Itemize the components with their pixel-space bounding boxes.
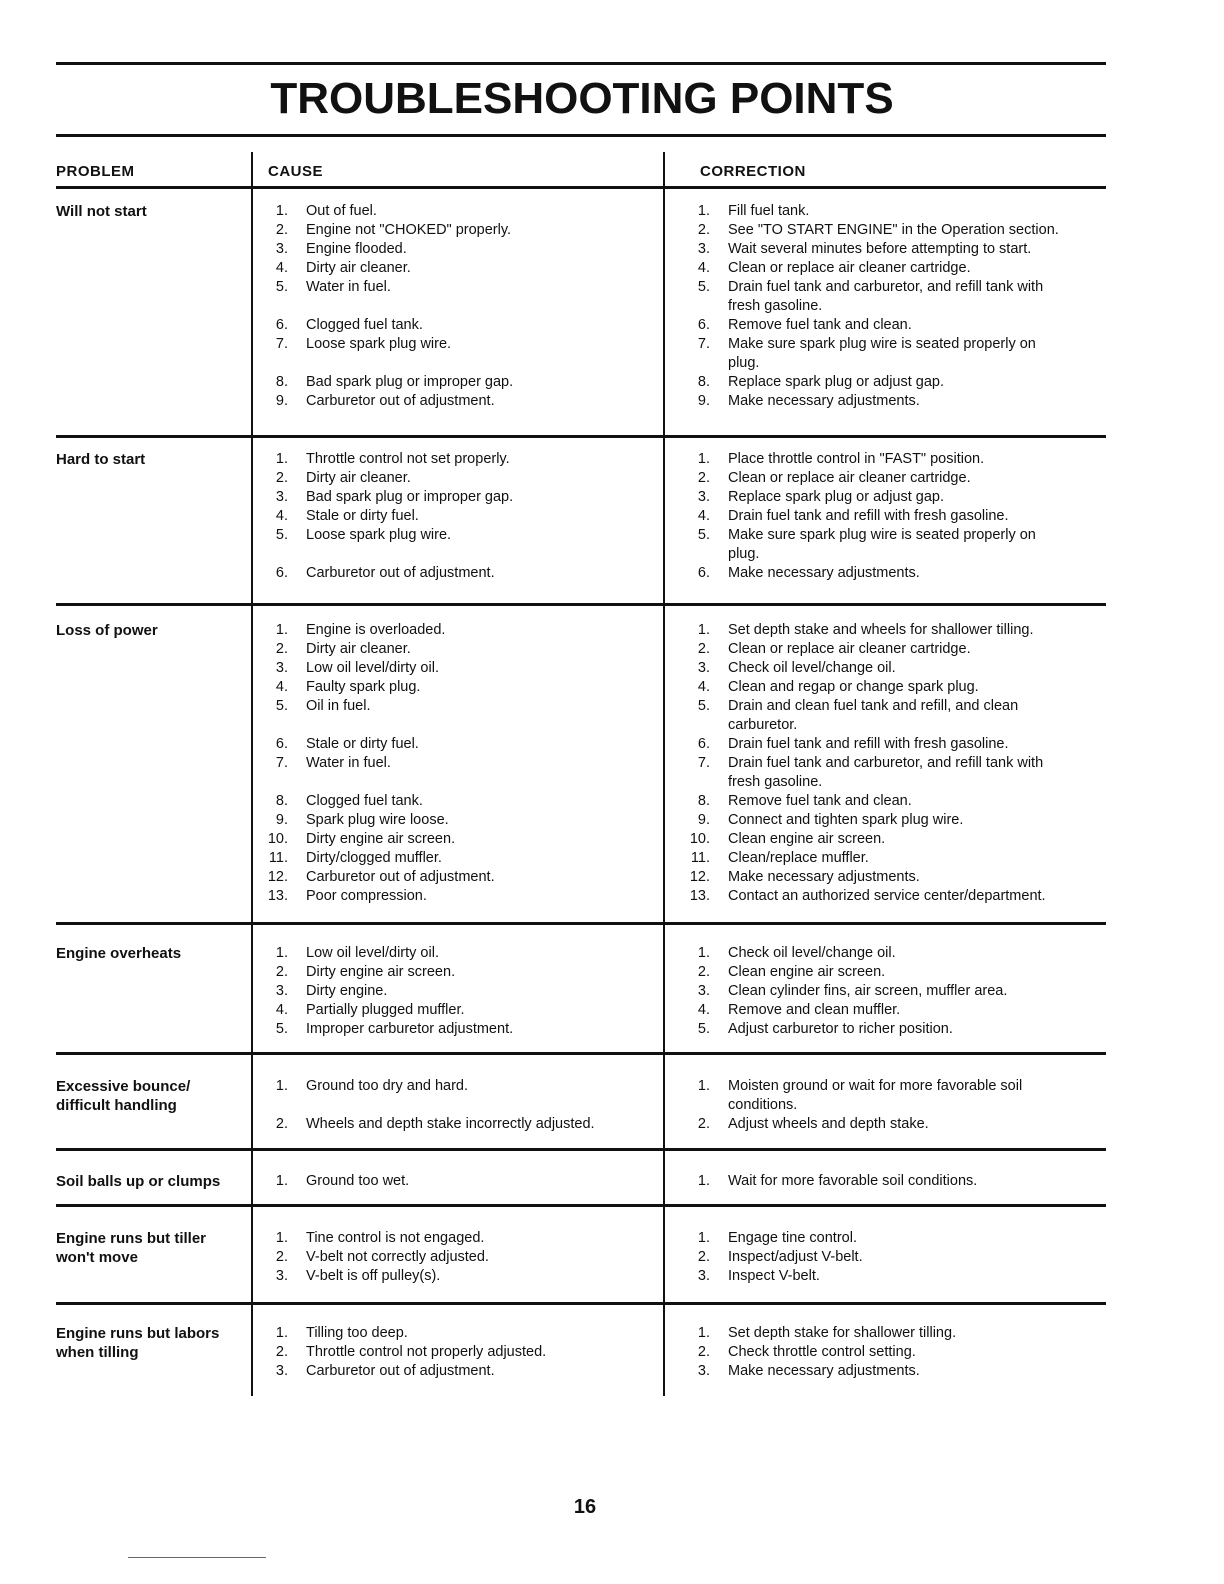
cause-text: Throttle control not properly adjusted. <box>306 1344 547 1360</box>
cause-text: Dirty/clogged muffler. <box>306 850 442 866</box>
correction-text: Clean engine air screen. <box>728 831 886 847</box>
correction-text: conditions. <box>728 1097 798 1113</box>
correction-text: Place throttle control in "FAST" position. <box>728 451 985 467</box>
correction-item <box>0 1172 1224 1191</box>
cause-number: 2. <box>275 470 288 486</box>
problem-label: Soil balls up or clumps <box>56 1173 221 1190</box>
problem-label: Engine runs but labors when tilling <box>56 1325 220 1361</box>
correction-item <box>0 1001 1224 1020</box>
problem-label: Engine overheats <box>56 945 182 962</box>
correction-text: Set depth stake for shallower tilling. <box>728 1325 957 1341</box>
correction-number: 6. <box>697 565 710 581</box>
correction-number: 3. <box>697 241 710 257</box>
correction-text: Clean or replace air cleaner cartridge. <box>728 260 971 276</box>
cause-text: Carburetor out of adjustment. <box>306 1363 495 1379</box>
cause-text: Carburetor out of adjustment. <box>306 565 495 581</box>
problem-label: Loss of power <box>56 622 158 639</box>
correction-text: Drain fuel tank and carburetor, and refill tank with <box>728 279 1044 295</box>
cause-text: Dirty air cleaner. <box>306 641 411 657</box>
correction-item <box>0 259 1224 278</box>
correction-text: Make necessary adjustments. <box>728 869 920 885</box>
correction-number: 1. <box>697 945 710 961</box>
correction-text: Wait for more favorable soil conditions. <box>728 1173 978 1189</box>
cause-number: 1. <box>275 1078 288 1094</box>
correction-text: Replace spark plug or adjust gap. <box>728 374 945 390</box>
correction-number: 3. <box>697 660 710 676</box>
correction-number: 5. <box>697 1021 710 1037</box>
cause-text: Low oil level/dirty oil. <box>306 945 439 961</box>
correction-item <box>0 469 1224 488</box>
correction-number: 1. <box>697 1230 710 1246</box>
cause-number: 13. <box>267 888 288 904</box>
cause-number: 2. <box>275 1116 288 1132</box>
cause-number: 4. <box>275 260 288 276</box>
cause-text: Loose spark plug wire. <box>306 527 452 543</box>
correction-text: Fill fuel tank. <box>728 203 810 219</box>
cause-text: Loose spark plug wire. <box>306 336 452 352</box>
correction-number: 2. <box>697 641 710 657</box>
correction-number: 2. <box>697 470 710 486</box>
correction-number: 1. <box>697 1325 710 1341</box>
correction-text: Drain fuel tank and refill with fresh gasoline. <box>728 508 1009 524</box>
cause-text: Water in fuel. <box>306 755 391 771</box>
cause-text: Poor compression. <box>306 888 427 904</box>
cause-number: 2. <box>275 964 288 980</box>
correction-text: Clean or replace air cleaner cartridge. <box>728 641 971 657</box>
correction-item <box>0 754 1224 773</box>
correction-number: 1. <box>697 1078 710 1094</box>
cause-number: 6. <box>275 736 288 752</box>
correction-item <box>0 297 1224 316</box>
cause-text: Faulty spark plug. <box>306 679 421 695</box>
correction-text: Make sure spark plug wire is seated properly on <box>728 336 1036 352</box>
correction-number: 6. <box>697 736 710 752</box>
cause-text: Dirty air cleaner. <box>306 470 411 486</box>
cause-text: Dirty air cleaner. <box>306 260 411 276</box>
correction-text: Drain fuel tank and refill with fresh gasoline. <box>728 736 1009 752</box>
correction-text: Adjust carburetor to richer position. <box>728 1021 953 1037</box>
correction-item <box>0 659 1224 678</box>
correction-item <box>0 526 1224 545</box>
correction-item <box>0 716 1224 735</box>
correction-number: 9. <box>697 812 710 828</box>
correction-number: 11. <box>690 850 710 866</box>
correction-number: 2. <box>697 1249 710 1265</box>
cause-text: Dirty engine. <box>306 983 388 999</box>
correction-text: fresh gasoline. <box>728 298 823 314</box>
cause-number: 10. <box>267 831 288 847</box>
cause-text: Spark plug wire loose. <box>306 812 449 828</box>
cause-number: 12. <box>267 869 288 885</box>
correction-item <box>0 1077 1224 1096</box>
correction-item <box>0 849 1224 868</box>
correction-number: 12. <box>689 869 710 885</box>
correction-number: 4. <box>697 508 710 524</box>
correction-number: 2. <box>697 1344 710 1360</box>
correction-item <box>0 488 1224 507</box>
correction-number: 2. <box>697 964 710 980</box>
cause-number: 6. <box>275 565 288 581</box>
cause-text: Low oil level/dirty oil. <box>306 660 439 676</box>
correction-number: 9. <box>697 393 710 409</box>
cause-number: 3. <box>275 1268 288 1284</box>
cause-number: 1. <box>275 945 288 961</box>
correction-item <box>0 507 1224 526</box>
cause-number: 3. <box>275 1363 288 1379</box>
correction-item <box>0 868 1224 887</box>
correction-number: 13. <box>689 888 710 904</box>
correction-text: Check oil level/change oil. <box>728 945 896 961</box>
cause-text: Dirty engine air screen. <box>306 831 456 847</box>
cause-text: Water in fuel. <box>306 279 391 295</box>
problem-label: Will not start <box>56 203 147 220</box>
correction-text: Make necessary adjustments. <box>728 393 920 409</box>
cause-number: 3. <box>275 660 288 676</box>
cause-text: Clogged fuel tank. <box>306 793 423 809</box>
correction-item <box>0 697 1224 716</box>
cause-number: 1. <box>275 1230 288 1246</box>
correction-number: 3. <box>697 489 710 505</box>
cause-text: Tine control is not engaged. <box>306 1230 485 1246</box>
correction-item <box>0 392 1224 411</box>
correction-number: 2. <box>697 222 710 238</box>
correction-text: Clean or replace air cleaner cartridge. <box>728 470 971 486</box>
cause-text: Engine flooded. <box>306 241 407 257</box>
cause-number: 9. <box>275 812 288 828</box>
correction-item <box>0 278 1224 297</box>
correction-text: Remove fuel tank and clean. <box>728 793 912 809</box>
cause-text: Dirty engine air screen. <box>306 964 456 980</box>
correction-text: Make necessary adjustments. <box>728 1363 920 1379</box>
correction-text: Clean and regap or change spark plug. <box>728 679 979 695</box>
cause-number: 3. <box>275 489 288 505</box>
correction-number: 5. <box>697 698 710 714</box>
correction-text: Moisten ground or wait for more favorable soil <box>728 1078 1023 1094</box>
correction-text: Engage tine control. <box>728 1230 857 1246</box>
correction-number: 8. <box>697 374 710 390</box>
cause-number: 8. <box>275 374 288 390</box>
correction-item <box>0 202 1224 221</box>
correction-text: Inspect/adjust V-belt. <box>728 1249 863 1265</box>
correction-number: 5. <box>697 279 710 295</box>
cause-text: Stale or dirty fuel. <box>306 508 419 524</box>
page-title: TROUBLESHOOTING POINTS <box>270 74 894 123</box>
cause-number: 6. <box>275 317 288 333</box>
correction-item <box>0 240 1224 259</box>
cause-number: 5. <box>275 279 288 295</box>
correction-item <box>0 1267 1224 1286</box>
correction-text: Make sure spark plug wire is seated properly on <box>728 527 1036 543</box>
correction-number: 5. <box>697 527 710 543</box>
cause-number: 1. <box>275 1173 288 1189</box>
correction-text: Set depth stake and wheels for shallower tilling. <box>728 622 1034 638</box>
cause-number: 7. <box>275 336 288 352</box>
correction-number: 3. <box>697 1268 710 1284</box>
correction-text: Check oil level/change oil. <box>728 660 896 676</box>
correction-text: Connect and tighten spark plug wire. <box>728 812 964 828</box>
correction-text: Drain and clean fuel tank and refill, and clean <box>728 698 1019 714</box>
top-rule <box>56 62 1106 65</box>
correction-text: Inspect V-belt. <box>728 1268 820 1284</box>
correction-item <box>0 640 1224 659</box>
correction-number: 7. <box>697 755 710 771</box>
correction-item <box>0 373 1224 392</box>
correction-item <box>0 1248 1224 1267</box>
title-rule <box>56 134 1106 137</box>
correction-item <box>0 944 1224 963</box>
cause-number: 11. <box>268 850 288 866</box>
cause-number: 1. <box>275 203 288 219</box>
correction-item <box>0 1115 1224 1134</box>
cause-text: Partially plugged muffler. <box>306 1002 465 1018</box>
correction-item <box>0 982 1224 1001</box>
correction-item <box>0 1020 1224 1039</box>
correction-item <box>0 792 1224 811</box>
correction-text: Wait several minutes before attempting to start. <box>728 241 1032 257</box>
correction-text: Drain fuel tank and carburetor, and refill tank with <box>728 755 1044 771</box>
cause-number: 3. <box>275 983 288 999</box>
cause-text: Engine is overloaded. <box>306 622 446 638</box>
correction-item <box>0 811 1224 830</box>
section-separator <box>56 603 1106 606</box>
correction-number: 4. <box>697 260 710 276</box>
correction-item <box>0 678 1224 697</box>
cause-text: Wheels and depth stake incorrectly adjusted. <box>306 1116 595 1132</box>
section-separator <box>56 1052 1106 1055</box>
correction-text: Check throttle control setting. <box>728 1344 916 1360</box>
cause-text: Bad spark plug or improper gap. <box>306 374 514 390</box>
cause-number: 2. <box>275 1249 288 1265</box>
problem-label: Excessive bounce/ difficult handling <box>56 1078 191 1114</box>
cause-number: 4. <box>275 508 288 524</box>
correction-text: Remove and clean muffler. <box>728 1002 901 1018</box>
correction-number: 1. <box>697 203 710 219</box>
cause-number: 1. <box>275 451 288 467</box>
cause-number: 5. <box>275 1021 288 1037</box>
correction-item <box>0 735 1224 754</box>
cause-text: Ground too dry and hard. <box>306 1078 469 1094</box>
section-separator <box>56 435 1106 438</box>
header-problem: PROBLEM <box>56 163 135 180</box>
correction-item <box>0 773 1224 792</box>
correction-number: 4. <box>697 1002 710 1018</box>
correction-number: 10. <box>689 831 710 847</box>
correction-number: 3. <box>697 983 710 999</box>
cause-text: Bad spark plug or improper gap. <box>306 489 514 505</box>
cause-number: 4. <box>275 1002 288 1018</box>
correction-number: 3. <box>697 1363 710 1379</box>
correction-item <box>0 621 1224 640</box>
cause-number: 2. <box>275 641 288 657</box>
correction-text: plug. <box>728 355 760 371</box>
problem-label: Engine runs but tiller won't move <box>56 1230 207 1266</box>
problem-label: Hard to start <box>56 451 146 468</box>
correction-number: 2. <box>697 1116 710 1132</box>
cause-number: 5. <box>275 698 288 714</box>
correction-item <box>0 335 1224 354</box>
correction-item <box>0 1362 1224 1381</box>
correction-number: 8. <box>697 793 710 809</box>
correction-item <box>0 1324 1224 1343</box>
cause-text: Carburetor out of adjustment. <box>306 869 495 885</box>
correction-item <box>0 963 1224 982</box>
correction-item <box>0 830 1224 849</box>
correction-item <box>0 1096 1224 1115</box>
correction-text: Contact an authorized service center/department. <box>728 888 1046 904</box>
correction-text: Clean engine air screen. <box>728 964 886 980</box>
correction-item <box>0 564 1224 583</box>
cause-number: 3. <box>275 241 288 257</box>
section-separator <box>56 186 1106 189</box>
correction-text: Make necessary adjustments. <box>728 565 920 581</box>
cause-text: V-belt not correctly adjusted. <box>306 1249 489 1265</box>
cause-text: Engine not "CHOKED" properly. <box>306 222 512 238</box>
header-correction: CORRECTION <box>700 163 806 180</box>
correction-text: Clean cylinder fins, air screen, muffler area. <box>728 983 1008 999</box>
cause-number: 1. <box>275 1325 288 1341</box>
cause-text: Throttle control not set properly. <box>306 451 510 467</box>
correction-item <box>0 450 1224 469</box>
cause-text: Stale or dirty fuel. <box>306 736 419 752</box>
cause-number: 1. <box>275 622 288 638</box>
correction-text: Replace spark plug or adjust gap. <box>728 489 945 505</box>
cause-number: 2. <box>275 1344 288 1360</box>
correction-number: 1. <box>697 451 710 467</box>
correction-text: fresh gasoline. <box>728 774 823 790</box>
cause-text: Clogged fuel tank. <box>306 317 423 333</box>
correction-item <box>0 545 1224 564</box>
cause-number: 9. <box>275 393 288 409</box>
correction-text: See "TO START ENGINE" in the Operation section. <box>728 222 1059 238</box>
cause-text: Out of fuel. <box>306 203 377 219</box>
cause-text: Carburetor out of adjustment. <box>306 393 495 409</box>
cause-text: Improper carburetor adjustment. <box>306 1021 514 1037</box>
correction-number: 6. <box>697 317 710 333</box>
cause-text: V-belt is off pulley(s). <box>306 1268 441 1284</box>
section-separator <box>56 1148 1106 1151</box>
correction-text: Remove fuel tank and clean. <box>728 317 912 333</box>
correction-text: plug. <box>728 546 760 562</box>
cause-number: 7. <box>275 755 288 771</box>
correction-number: 4. <box>697 679 710 695</box>
correction-item <box>0 1343 1224 1362</box>
cause-number: 4. <box>275 679 288 695</box>
page-number: 16 <box>573 1496 597 1518</box>
cause-number: 5. <box>275 527 288 543</box>
correction-text: Clean/replace muffler. <box>728 850 869 866</box>
correction-text: carburetor. <box>728 717 798 733</box>
correction-text: Adjust wheels and depth stake. <box>728 1116 929 1132</box>
section-separator <box>56 1204 1106 1207</box>
section-separator <box>56 1302 1106 1305</box>
correction-item <box>0 1229 1224 1248</box>
header-cause: CAUSE <box>268 163 324 180</box>
footer-underline <box>128 1557 266 1558</box>
correction-number: 7. <box>697 336 710 352</box>
correction-item <box>0 354 1224 373</box>
correction-item <box>0 316 1224 335</box>
cause-number: 2. <box>275 222 288 238</box>
correction-item <box>0 221 1224 240</box>
correction-number: 1. <box>697 1173 710 1189</box>
section-separator <box>56 922 1106 925</box>
cause-text: Oil in fuel. <box>306 698 371 714</box>
cause-text: Tilling too deep. <box>306 1325 408 1341</box>
correction-number: 1. <box>697 622 710 638</box>
cause-number: 8. <box>275 793 288 809</box>
correction-item <box>0 887 1224 906</box>
cause-text: Ground too wet. <box>306 1173 410 1189</box>
